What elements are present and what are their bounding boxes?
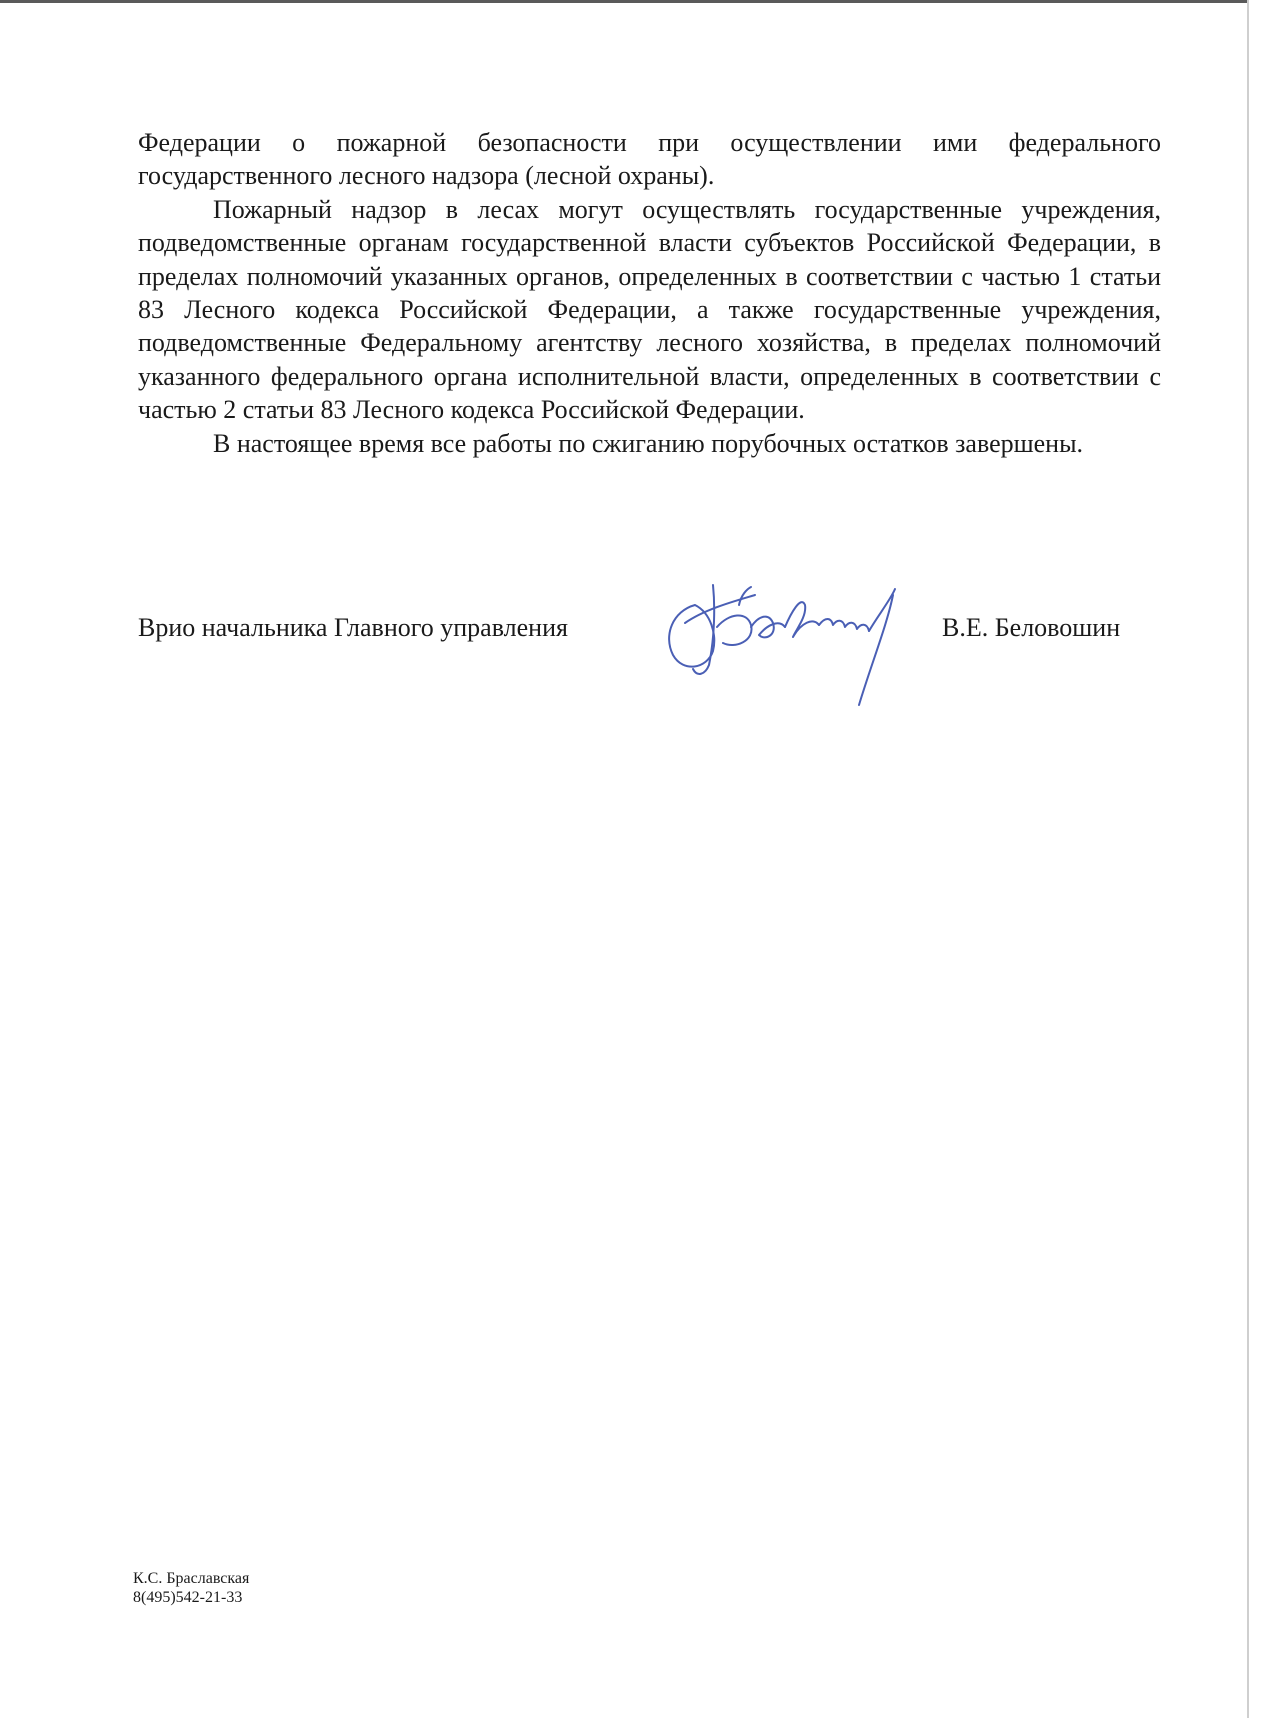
signer-name: В.Е. Беловошин — [942, 613, 1121, 642]
paragraph-continuation: Федерации о пожарной безопасности при осуществлении ими федерального государственного лесного надзора (лесной охраны). — [138, 128, 1161, 191]
executor-name: К.С. Браславская — [133, 1570, 250, 1587]
scan-right-edge — [1247, 0, 1249, 1718]
paragraph-works-completed: В настоящее время все работы по сжиганию порубочных остатков завершены. — [213, 428, 1084, 458]
signer-position: Врио начальника Главного управления — [138, 613, 568, 642]
letter-body — [138, 126, 1161, 460]
scan-top-edge — [0, 0, 1248, 3]
paragraph-fire-supervision: Пожарный надзор в лесах могут осуществлять государственные учреждения, подведомственные органам государственной власти субъектов Российской Федерации, в пределах полномочий указанных органов, определенных в соответствии с частью 1 статьи 83 Лесного кодекса Российской Федерации, а также государственные учреждения, подведомственные Федеральному агентству лесного хозяйства, в пределах полномочий указанного федерального органа исполнительной власти, определенных в соответствии с частью 2 статьи 83 Лесного кодекса Российской Федерации. — [138, 194, 1161, 425]
signature-block — [138, 608, 1148, 648]
executor-phone: 8(495)542-21-33 — [133, 1589, 243, 1606]
executor-info — [133, 1569, 249, 1607]
handwritten-signature — [655, 565, 935, 715]
